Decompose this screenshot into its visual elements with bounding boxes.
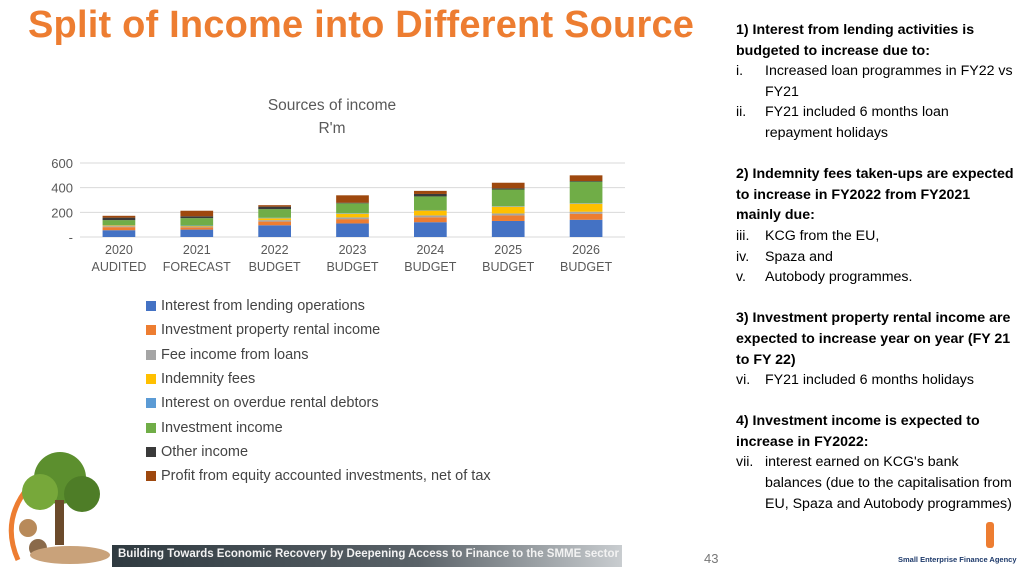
note-heading: 4) Investment income is expected to increase in FY2022: [736, 413, 980, 450]
legend-label: Indemnity fees [161, 371, 256, 388]
x-tick-label: BUDGET [560, 260, 613, 274]
page-number: 43 [704, 551, 719, 566]
legend-label: Investment income [161, 419, 283, 436]
bar-segment [492, 188, 525, 189]
x-tick-label: BUDGET [326, 260, 379, 274]
bar-segment [258, 222, 291, 226]
income-chart [0, 0, 640, 300]
bar-segment [180, 227, 213, 228]
legend-item [146, 318, 491, 342]
legend-swatch [146, 301, 156, 311]
bar-segment [180, 227, 213, 229]
bar-segment [570, 175, 603, 181]
chart-legend [146, 294, 491, 488]
bar-segment [336, 219, 369, 223]
bar-segment [336, 203, 369, 213]
x-tick-label: 2026 [572, 243, 600, 257]
x-tick-label: 2021 [182, 243, 211, 257]
x-axis [91, 243, 612, 274]
bar-segment [103, 230, 136, 237]
bar-segment [492, 207, 525, 214]
bar-segment [414, 215, 447, 217]
agency-name: Small Enterprise Finance Agency [898, 555, 1017, 564]
note-item [736, 267, 1016, 288]
note-item-number: vii. [736, 454, 754, 471]
x-tick-label: BUDGET [404, 260, 457, 274]
bar-segment [258, 207, 291, 209]
legend-swatch [146, 423, 156, 433]
legend-item [146, 391, 491, 415]
y-tick-label: - [68, 230, 73, 245]
bar-segment [414, 196, 447, 210]
x-tick-label: 2023 [338, 243, 367, 257]
note-item [736, 247, 1016, 268]
bar-segment [103, 220, 136, 225]
x-tick-label: 2022 [260, 243, 289, 257]
bar-segment [492, 213, 525, 215]
legend-swatch [146, 471, 156, 481]
bar-segment [492, 183, 525, 189]
note-item [736, 370, 1016, 391]
legend-item [146, 294, 491, 318]
y-tick-label: 200 [51, 205, 73, 221]
legend-label: Other income [161, 443, 249, 460]
note-heading: 3) Investment property rental income are expected to increase year on year (FY 21 to FY 22) [736, 310, 1011, 368]
note-item-number: v. [736, 269, 746, 286]
chart-subtitle: R'm [318, 120, 346, 137]
note-item-text: Increased loan programmes in FY22 vs FY21 [765, 63, 1013, 100]
bar-segment [336, 223, 369, 237]
legend-swatch [146, 325, 156, 335]
bar-segment [258, 220, 291, 221]
bar-segment [258, 225, 291, 237]
bar-segment [258, 209, 291, 218]
legend-swatch [146, 374, 156, 384]
note-item [736, 226, 1016, 247]
note-spacer [736, 391, 1016, 412]
bar-segment [570, 212, 603, 214]
legend-label: Profit from equity accounted investments, net of tax [161, 468, 491, 485]
legend-item [146, 464, 491, 488]
bar-segment [103, 218, 136, 220]
legend-swatch [146, 350, 156, 360]
note-item-text: KCG from the EU, [765, 227, 880, 244]
x-tick-label: 2024 [416, 243, 445, 257]
bar-segment [103, 227, 136, 230]
bar-segment [103, 216, 136, 218]
bar-segment [180, 230, 213, 237]
note-item [736, 452, 1016, 514]
y-axis [51, 156, 73, 245]
footer-text: Building Towards Economic Recovery by Deepening Access to Finance to the SMME sector [118, 548, 619, 560]
legend-item [146, 440, 491, 464]
note-item-number: vi. [736, 372, 751, 389]
legend-swatch [146, 398, 156, 408]
chart-bars [103, 175, 603, 237]
y-tick-label: 400 [51, 180, 73, 196]
bar-segment [492, 215, 525, 221]
note-item-number: ii. [736, 104, 747, 121]
bar-segment [258, 218, 291, 220]
bar-segment [414, 210, 447, 215]
note-item-number: i. [736, 63, 744, 80]
note-item-text: Autobody programmes. [765, 269, 913, 286]
note-item-text: Spaza and [765, 248, 833, 265]
note-item-text: FY21 included 6 months holidays [765, 372, 974, 389]
bar-segment [414, 222, 447, 237]
bar-segment [414, 194, 447, 196]
legend-label: Fee income from loans [161, 346, 309, 363]
x-tick-label: AUDITED [91, 260, 147, 274]
agency-logo-mark [986, 522, 994, 548]
bar-segment [570, 181, 603, 182]
bar-segment [414, 217, 447, 222]
x-tick-label: BUDGET [248, 260, 301, 274]
bar-segment [180, 216, 213, 218]
bar-segment [492, 221, 525, 237]
legend-label: Interest on overdue rental debtors [161, 395, 379, 412]
legend-item [146, 367, 491, 391]
note-item [736, 61, 1016, 102]
x-tick-label: 2025 [494, 243, 523, 257]
bar-segment [103, 226, 136, 227]
bar-segment [336, 214, 369, 218]
notes-panel [736, 20, 1016, 514]
note-item-number: iv. [736, 248, 750, 265]
note-heading: 2) Indemnity fees taken-ups are expected to increase in FY2022 from FY2021 mainly due: [736, 166, 1014, 224]
bar-segment [570, 214, 603, 220]
y-tick-label: 600 [51, 156, 73, 171]
note-item-text: interest earned on KCG's bank balances (due to the capitalisation from EU, Spaza and Autobody programmes) [765, 454, 1012, 512]
bar-segment [492, 190, 525, 207]
x-tick-label: FORECAST [162, 260, 231, 274]
bar-segment [336, 195, 369, 202]
note-heading: 1) Interest from lending activities is budgeted to increase due to: [736, 22, 975, 59]
tree-illustration [0, 440, 120, 575]
bar-segment [103, 225, 136, 226]
bar-segment [258, 205, 291, 206]
bar-segment [336, 217, 369, 219]
legend-label: Interest from lending operations [161, 298, 365, 315]
bar-segment [414, 191, 447, 194]
bar-segment [336, 203, 369, 204]
bar-segment [570, 182, 603, 204]
bar-segment [180, 226, 213, 227]
x-tick-label: 2020 [105, 243, 133, 257]
note-item [736, 102, 1016, 143]
bar-segment [180, 218, 213, 225]
chart-title: Sources of income [267, 97, 397, 114]
note-item-number: iii. [736, 227, 750, 244]
slide-title: Split of Income into Different Source [28, 4, 695, 46]
note-spacer [736, 144, 1016, 165]
legend-swatch [146, 447, 156, 457]
legend-label: Investment property rental income [161, 322, 381, 339]
x-tick-label: BUDGET [482, 260, 535, 274]
bar-segment [180, 211, 213, 217]
note-item-text: FY21 included 6 months loan repayment holidays [765, 104, 949, 141]
bar-segment [570, 204, 603, 212]
bar-segment [570, 220, 603, 237]
legend-item [146, 415, 491, 439]
legend-item [146, 343, 491, 367]
note-spacer [736, 288, 1016, 309]
